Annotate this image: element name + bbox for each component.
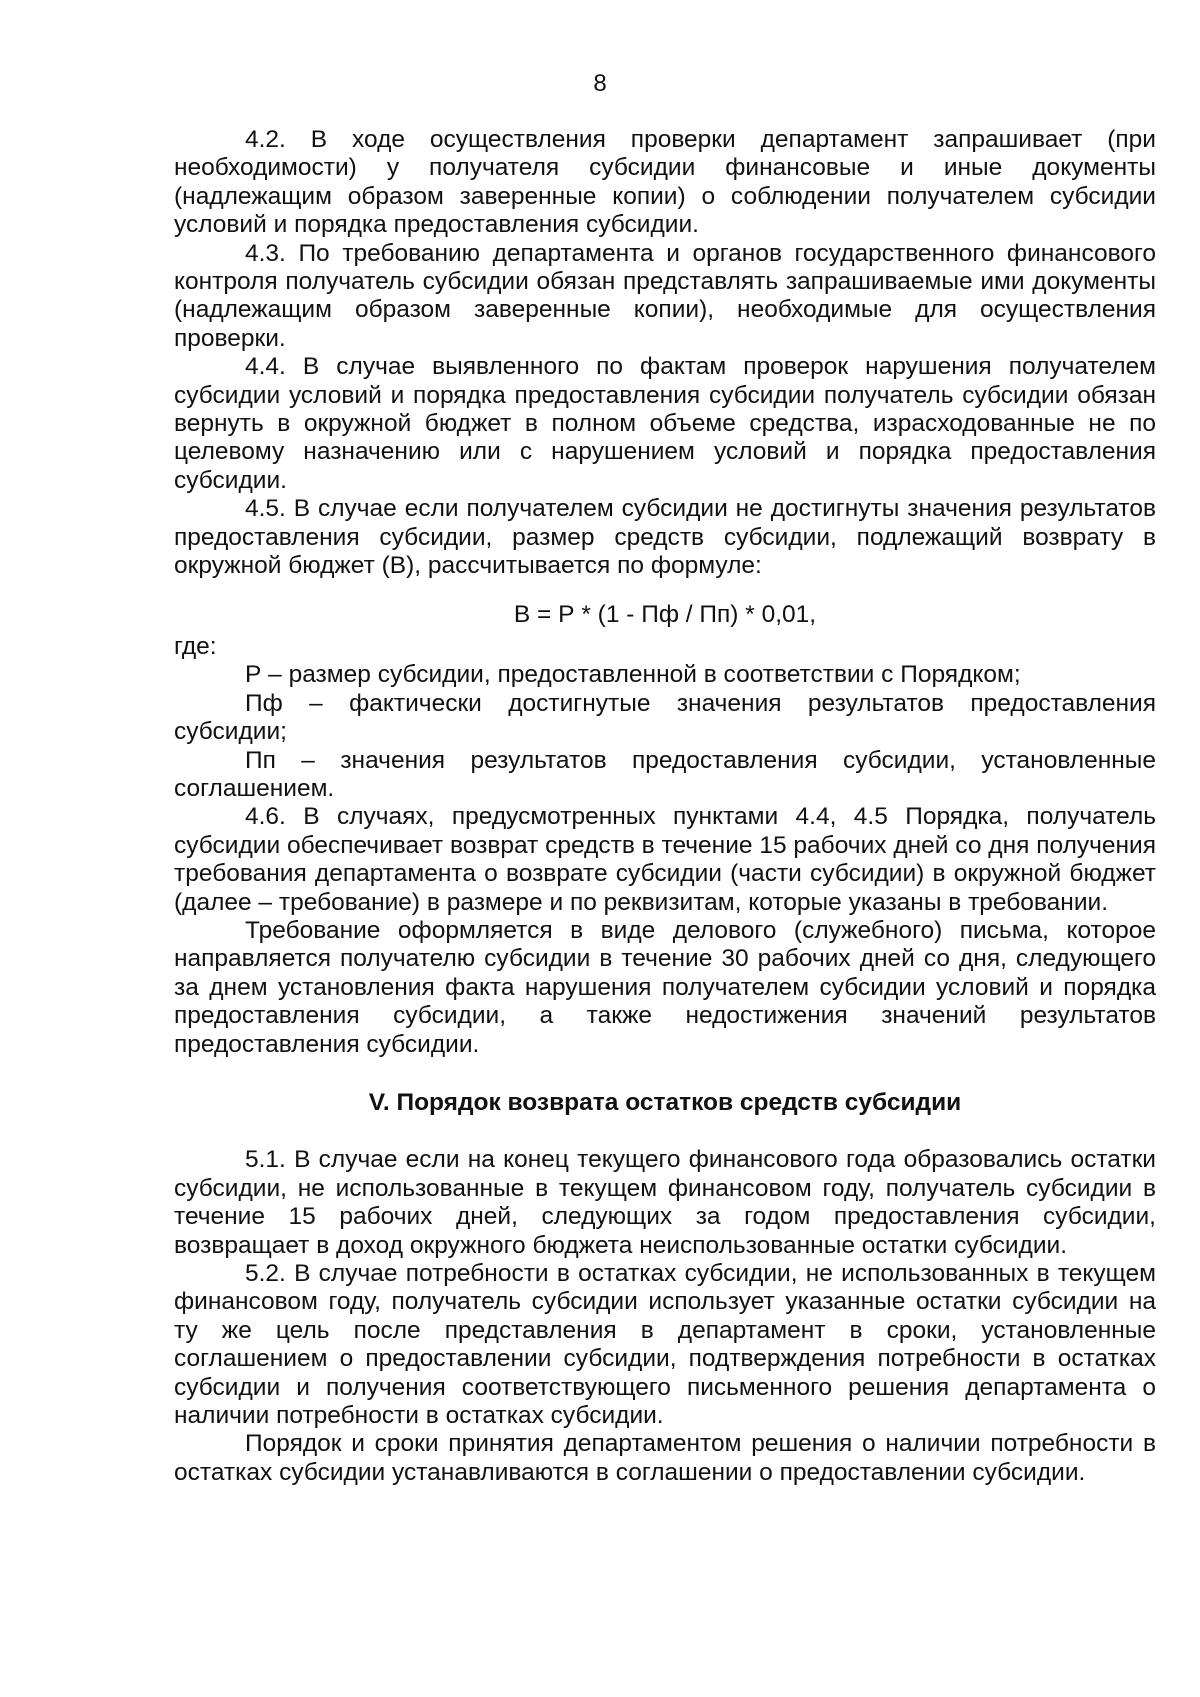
paragraph-5-1: 5.1. В случае если на конец текущего финансового года образовались остатки субсидии, не использованные в текущем финансовом году, получатель субсидии в течение 15 рабочих дней, следующих за годом предоставления субсидии, возвращает в доход окружного бюджета неиспользованные остатки субсидии. [174,1146,1156,1259]
paragraph-4-2: 4.2. В ходе осуществления проверки департамент запрашивает (при необходимости) у получателя субсидии финансовые и иные документы (надлежащим образом заверенные копии) о соблюдении получателем субсидии условий и порядка предоставления субсидии. [174,126,1156,239]
paragraph-5-2: 5.2. В случае потребности в остатках субсидии, не использованных в текущем финансовом году, получатель субсидии использует указанные остатки субсидии на ту же цель после представления в департамент в сроки, установленные соглашением о предоставлении субсидии, подтверждения потребности в остатках субсидии и получения соответствующего письменного решения департамента о наличии потребности в остатках субсидии. [174,1260,1156,1430]
paragraph-4-3: 4.3. По требованию департамента и органов государственного финансового контроля получатель субсидии обязан представлять запрашиваемые ими документы (надлежащим образом заверенные копии), необходимые для осуществления проверки. [174,239,1156,352]
definition-p: Р – размер субсидии, предоставленной в соответствии с Порядком; [245,661,1021,689]
paragraph-4-6: 4.6. В случаях, предусмотренных пунктами 4.4, 4.5 Порядка, получатель субсидии обеспечивает возврат средств в течение 15 рабочих дней со дня получения требования департамента о возврате субсидии (части субсидии) в окружной бюджет (далее – требование) в размере и по реквизитам, которые указаны в требовании. [174,803,1156,916]
definition-pp: Пп – значения результатов предоставления субсидии, установленные соглашением. [174,746,1156,802]
page-number: 8 [593,70,607,97]
paragraph-5-2-procedure: Порядок и сроки принятия департаментом решения о наличии потребности в остатках субсидии устанавливаются в соглашении о предоставлении субсидии. [174,1430,1156,1486]
paragraph-4-5: 4.5. В случае если получателем субсидии не достигнуты значения результатов предоставления субсидии, размер средств субсидии, подлежащий возврату в окружной бюджет (В), рассчитывается по формуле: [174,495,1156,580]
paragraph-4-6-requirement: Требование оформляется в виде делового (служебного) письма, которое направляется получателю субсидии в течение 30 рабочих дней со дня, следующего за днем установления факта нарушения получателем субсидии условий и порядка предоставления субсидии, а также недостижения значений результатов предоставления субсидии. [174,916,1156,1058]
formula: В = Р * (1 - Пф / Пп) * 0,01, [513,600,817,628]
paragraph-4-4: 4.4. В случае выявленного по фактам проверок нарушения получателем субсидии условий и порядка предоставления субсидии получатель субсидии обязан вернуть в окружной бюджет в полном объеме средства, израсходованные не по целевому назначению или с нарушением условий и порядка предоставления субсидии. [174,353,1156,494]
document-body [174,126,1156,1487]
section-heading: V. Порядок возврата остатков средств субсидии [368,1089,962,1116]
formula-where-label: где: [174,632,217,660]
definition-pf: Пф – фактически достигнутые значения результатов предоставления субсидии; [174,689,1156,746]
